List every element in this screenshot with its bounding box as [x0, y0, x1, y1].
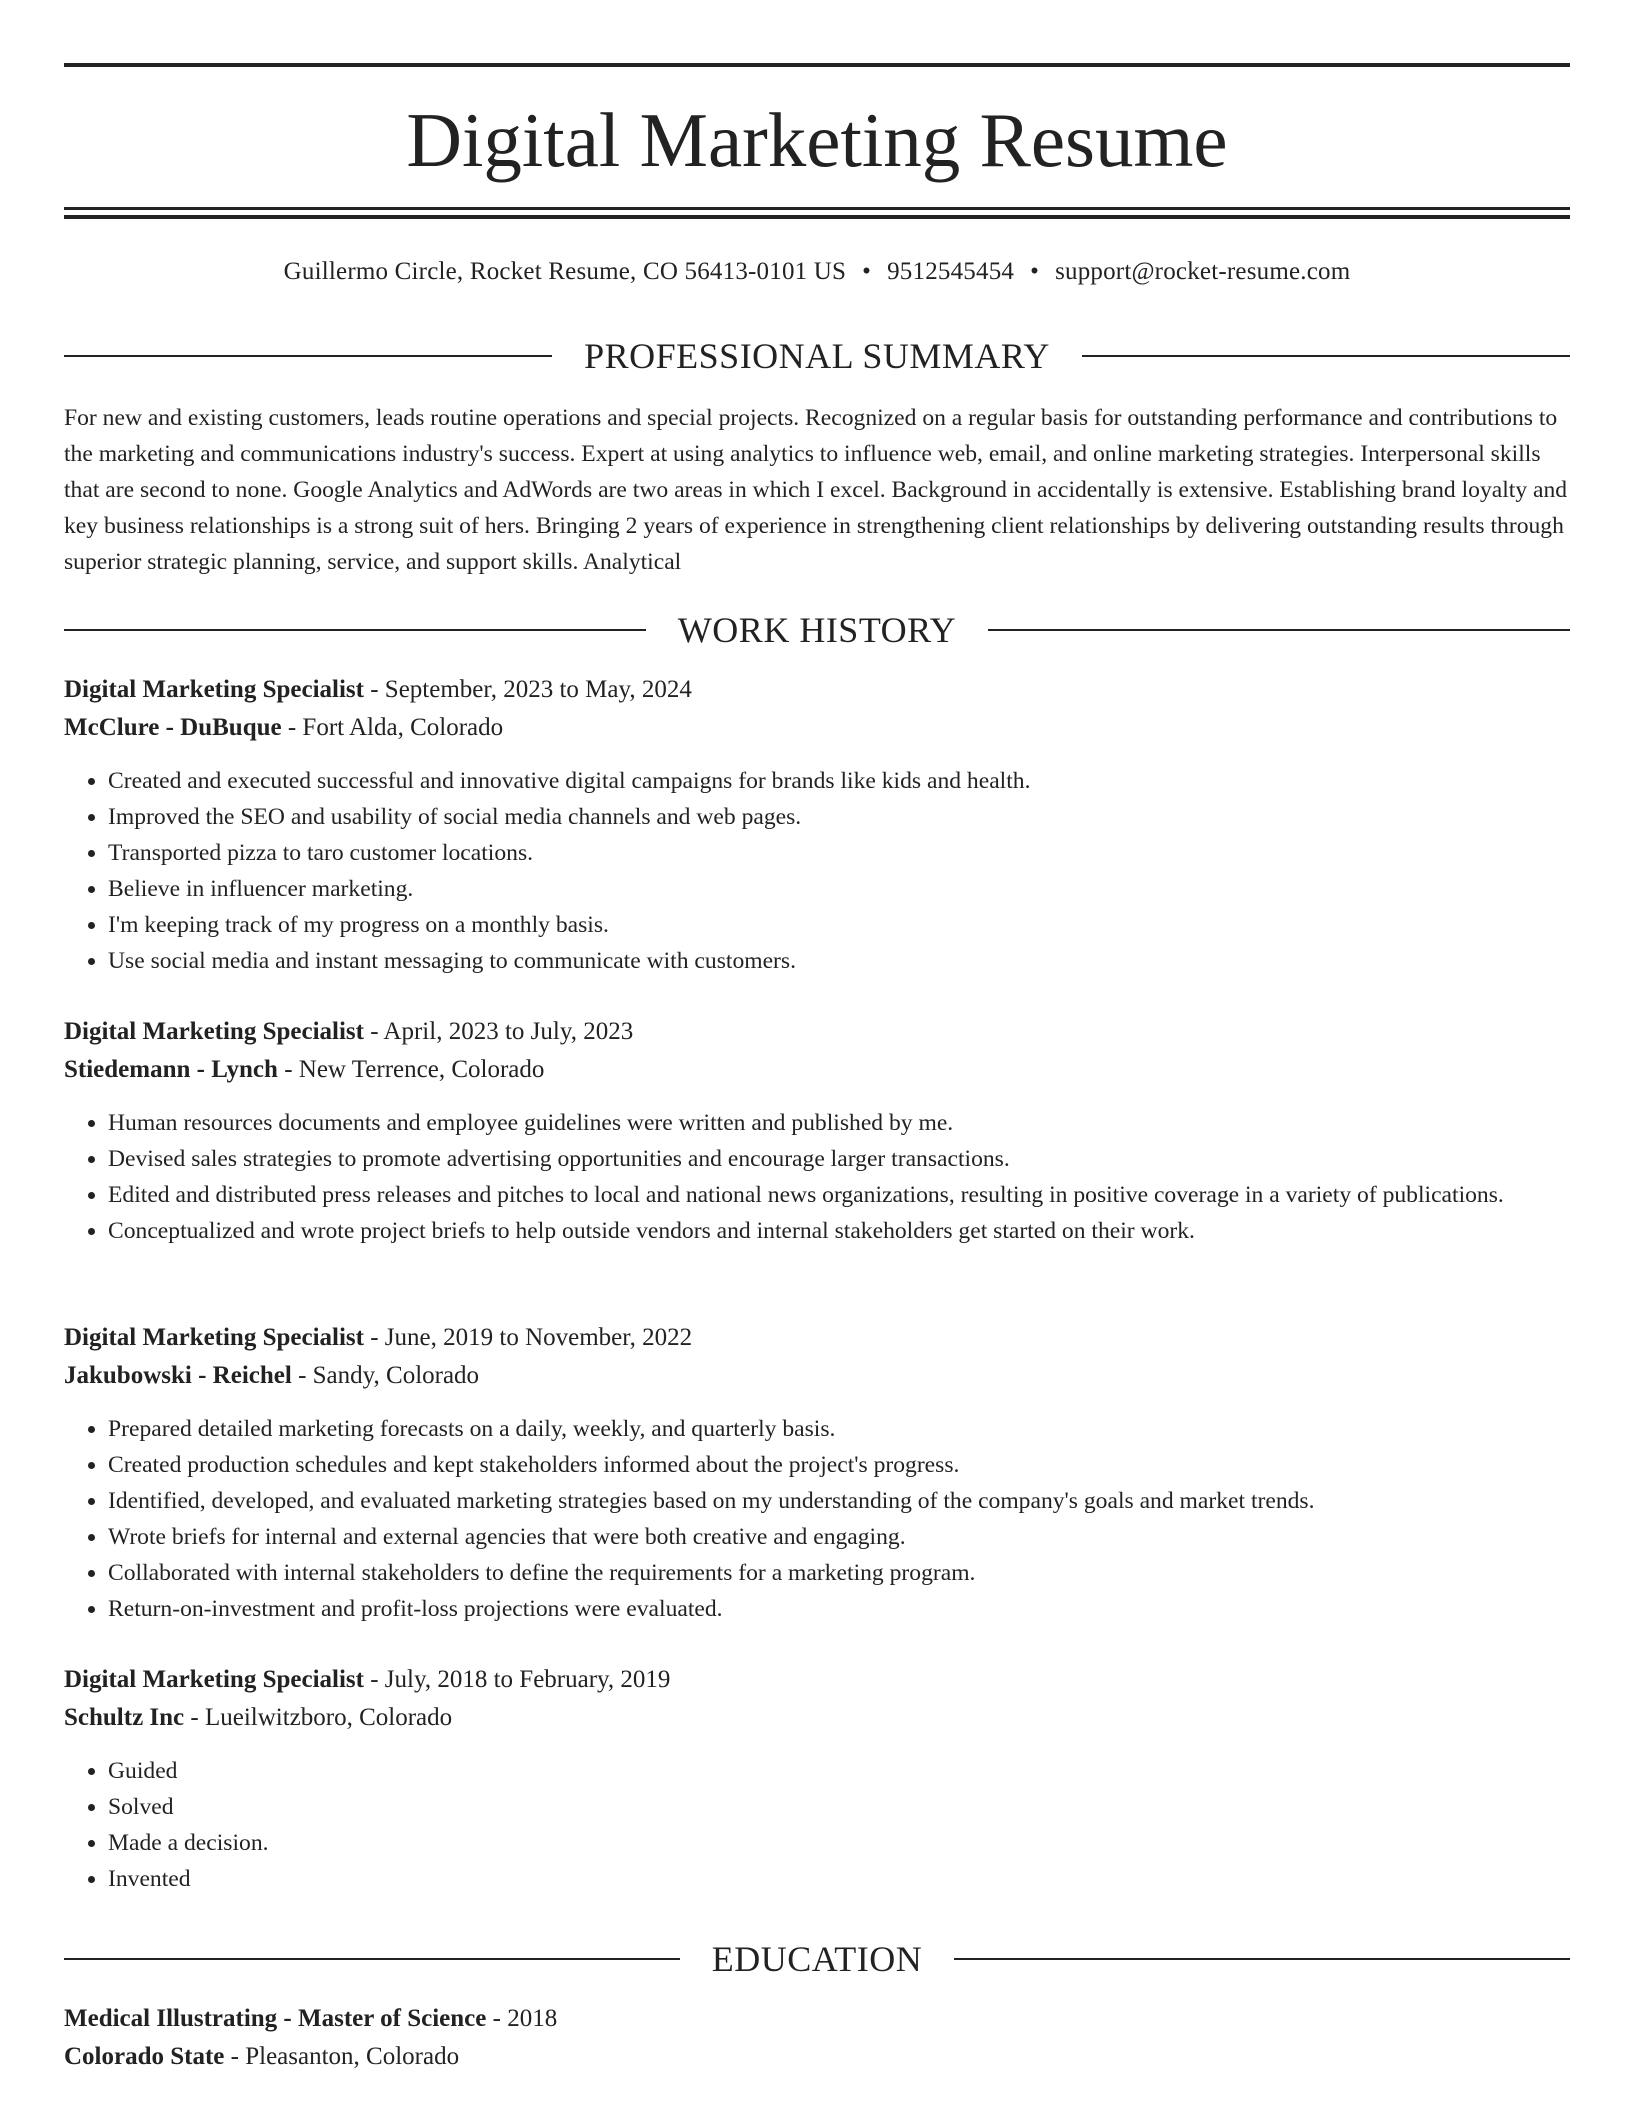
education-entry [64, 2000, 1570, 2076]
contact-email: support@rocket-resume.com [1055, 258, 1351, 285]
job-bullet: • I'm keeping track of my progress on a monthly basis. [108, 907, 1570, 943]
job-title-line [64, 1013, 1570, 1051]
heading-rule [64, 355, 552, 357]
section-heading-label: WORK HISTORY [677, 610, 957, 650]
job-location: - New Terrence, Colorado [284, 1056, 545, 1083]
job-title: Digital Marketing Specialist [64, 676, 364, 703]
job-bullet: • Created production schedules and kept stakeholders informed about the project's progress. [108, 1447, 1570, 1483]
job-bullet: • Edited and distributed press releases and pitches to local and national news organizations, resulting in positive coverage in a variety of publications. [108, 1177, 1570, 1213]
job-company: Jakubowski - Reichel [64, 1362, 292, 1389]
job-bullet: • Conceptualized and wrote project briefs to help outside vendors and internal stakeholders get started on their work. [108, 1213, 1570, 1249]
summary-section-heading [64, 334, 1570, 378]
job-title: Digital Marketing Specialist [64, 1018, 364, 1045]
job-bullet: • Improved the SEO and usability of social media channels and web pages. [108, 799, 1570, 835]
job-company: McClure - DuBuque [64, 714, 282, 741]
job-bullet: • Prepared detailed marketing forecasts on a daily, weekly, and quarterly basis. [108, 1411, 1570, 1447]
job-dates: - April, 2023 to July, 2023 [370, 1018, 634, 1045]
heading-rule [1082, 355, 1570, 357]
job-bullet: • Human resources documents and employee guidelines were written and published by me. [108, 1105, 1570, 1141]
contact-address: Guillermo Circle, Rocket Resume, CO 56413-0101 US [283, 258, 847, 285]
job-bullets [64, 1411, 1570, 1627]
job-location: - Lueilwitzboro, Colorado [190, 1704, 453, 1731]
contact-separator: • [862, 258, 872, 285]
job-bullet: • Made a decision. [108, 1825, 1570, 1861]
job-bullet: • Guided [108, 1753, 1570, 1789]
job-bullet: • Created and executed successful and innovative digital campaigns for brands like kids and health. [108, 763, 1570, 799]
job-entry [64, 1013, 1570, 1249]
job-title-line [64, 671, 1570, 709]
job-dates: - July, 2018 to February, 2019 [370, 1666, 671, 1693]
education-degree-line [64, 2000, 1570, 2038]
section-heading-label: PROFESSIONAL SUMMARY [584, 336, 1050, 376]
job-dates: - September, 2023 to May, 2024 [370, 676, 692, 703]
job-location: - Fort Alda, Colorado [287, 714, 504, 741]
title-rule-upper [64, 207, 1570, 210]
job-bullet: • Identified, developed, and evaluated marketing strategies based on my understanding of the company's goals and market trends. [108, 1483, 1570, 1519]
work-history-section-heading [64, 608, 1570, 652]
heading-rule [64, 1958, 680, 1960]
education-school-line [64, 2038, 1570, 2076]
job-bullet: • Use social media and instant messaging to communicate with customers. [108, 943, 1570, 979]
contact-phone: 9512545454 [887, 258, 1015, 285]
education-school: Colorado State [64, 2043, 225, 2070]
title-rule-lower [64, 215, 1570, 219]
job-title: Digital Marketing Specialist [64, 1666, 364, 1693]
resume-title: Digital Marketing Resume [406, 97, 1228, 183]
contact-separator: • [1030, 258, 1040, 285]
job-title: Digital Marketing Specialist [64, 1324, 364, 1351]
job-bullet: • Wrote briefs for internal and external agencies that were both creative and engaging. [108, 1519, 1570, 1555]
job-title-line [64, 1661, 1570, 1699]
summary-text: For new and existing customers, leads routine operations and special projects. Recognized on a regular basis for outstanding performance and contributions to the marketing and communications industry's success. Expert at using analytics to influence web, email, and online marketing strategies. Interpersonal skills that are second to none. Google Analytics and AdWords are two areas in which I excel. Background in accidentally is extensive. Establishing brand loyalty and key business relationships is a strong suit of hers. Bringing 2 years of experience in strengthening client relationships by delivering outstanding results through superior strategic planning, service, and support skills. Analytical [64, 405, 1568, 575]
job-company-line [64, 1357, 1570, 1395]
top-rule [64, 63, 1570, 67]
job-company-line [64, 709, 1570, 747]
job-company-line [64, 1699, 1570, 1737]
job-company-line [64, 1051, 1570, 1089]
job-bullets [64, 763, 1570, 979]
job-entry [64, 671, 1570, 979]
job-bullet: • Believe in influencer marketing. [108, 871, 1570, 907]
job-bullet: • Devised sales strategies to promote advertising opportunities and encourage larger transactions. [108, 1141, 1570, 1177]
job-bullet: • Collaborated with internal stakeholders to define the requirements for a marketing program. [108, 1555, 1570, 1591]
contact-line [64, 254, 1570, 290]
heading-rule [988, 629, 1570, 631]
heading-rule [954, 1958, 1570, 1960]
education-section-heading [64, 1937, 1570, 1981]
job-dates: - June, 2019 to November, 2022 [370, 1324, 693, 1351]
job-company: Schultz Inc [64, 1704, 185, 1731]
job-bullet: • Invented [108, 1861, 1570, 1897]
education-location: - Pleasanton, Colorado [230, 2043, 460, 2070]
job-entry [64, 1319, 1570, 1627]
job-bullet: • Transported pizza to taro customer locations. [108, 835, 1570, 871]
education-year: - 2018 [492, 2005, 558, 2032]
job-location: - Sandy, Colorado [298, 1362, 480, 1389]
job-bullets [64, 1753, 1570, 1897]
education-degree: Medical Illustrating - Master of Science [64, 2005, 487, 2032]
job-bullets [64, 1105, 1570, 1249]
job-bullet: • Return-on-investment and profit-loss projections were evaluated. [108, 1591, 1570, 1627]
job-company: Stiedemann - Lynch [64, 1056, 278, 1083]
job-entry [64, 1661, 1570, 1897]
section-heading-label: EDUCATION [711, 1939, 923, 1979]
heading-rule [64, 629, 646, 631]
job-bullet: • Solved [108, 1789, 1570, 1825]
job-title-line [64, 1319, 1570, 1357]
